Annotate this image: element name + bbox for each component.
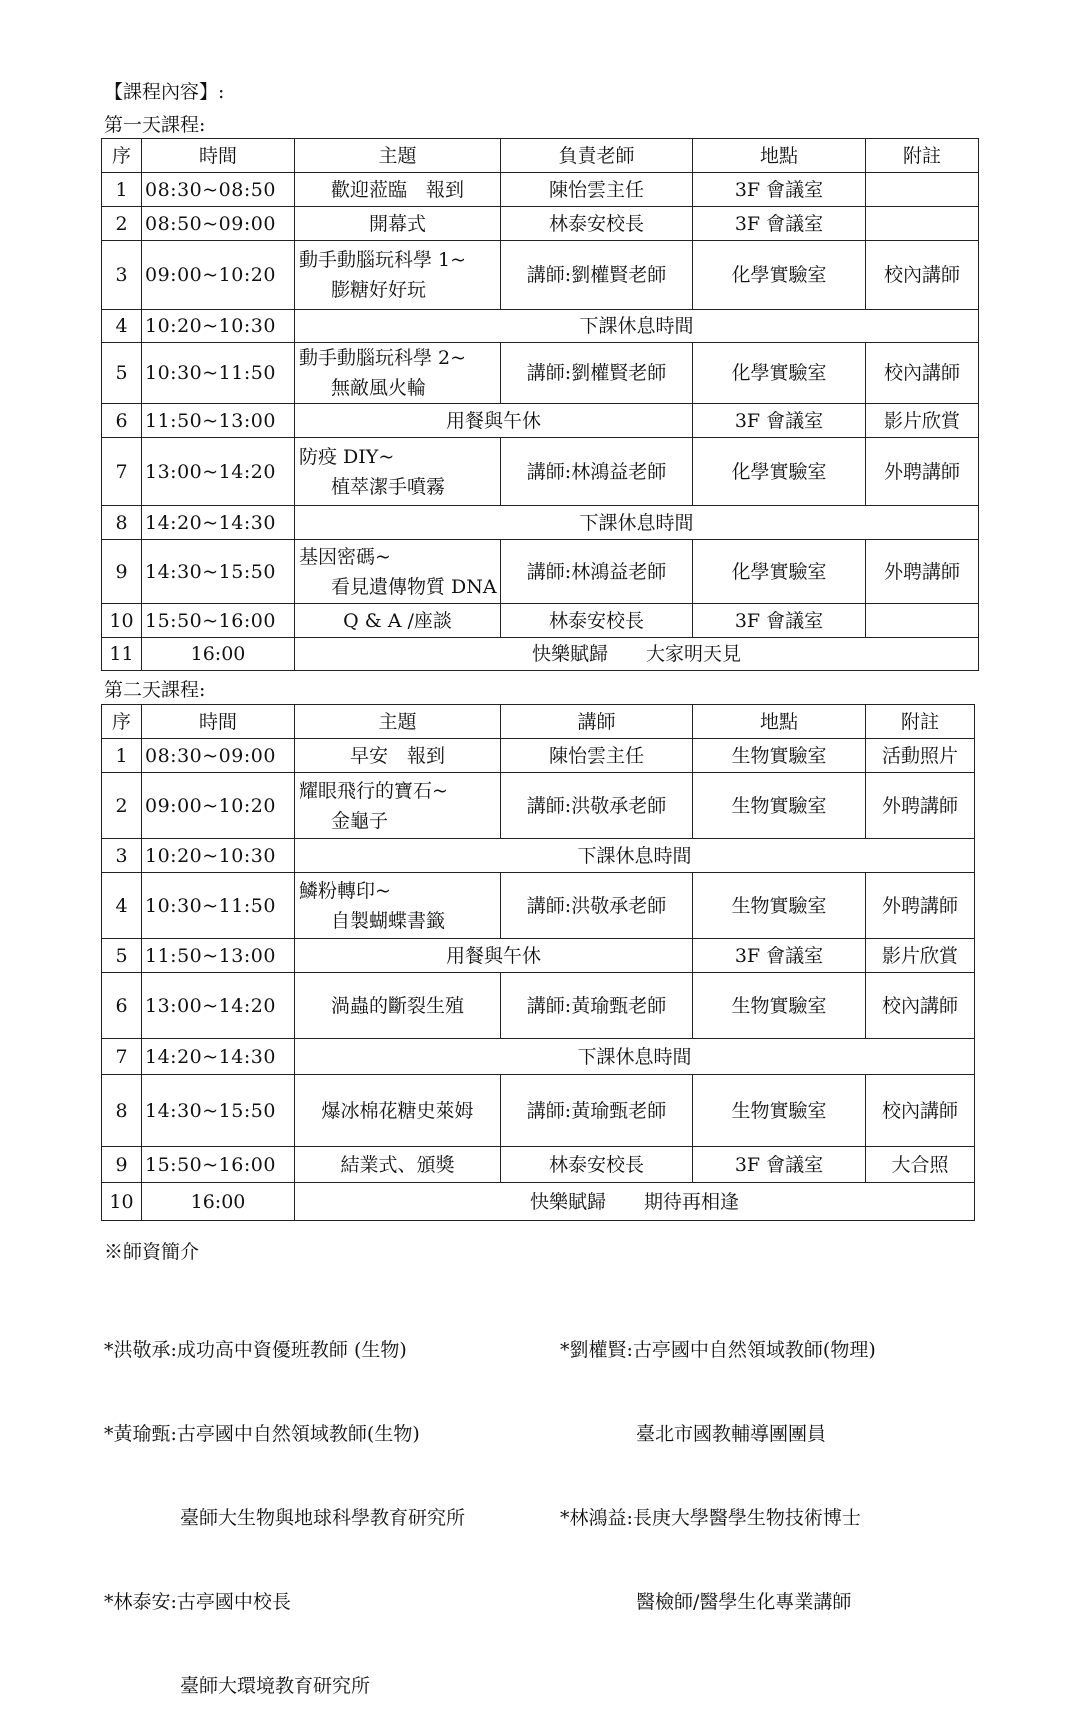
time-cell: 16:00 bbox=[142, 638, 295, 671]
table-row bbox=[102, 1183, 975, 1221]
row-number: 3 bbox=[102, 241, 142, 310]
topic-line-2: 自製蝴蝶書籤 bbox=[331, 909, 446, 932]
time-cell: 10:30~11:50 bbox=[142, 873, 295, 939]
topic-line-2: 植萃潔手噴霧 bbox=[331, 475, 446, 498]
time-cell: 16:00 bbox=[142, 1183, 295, 1221]
teacher-cell: 陳怡雲主任 bbox=[501, 739, 693, 773]
place-cell: 生物實驗室 bbox=[693, 973, 866, 1039]
row-number: 7 bbox=[102, 1039, 142, 1075]
topic-cell: Q & A /座談 bbox=[295, 604, 501, 638]
place-cell: 化學實驗室 bbox=[693, 241, 866, 310]
day2-schedule-table bbox=[101, 704, 975, 1221]
topic-line-1: 動手動腦玩科學 2~ bbox=[299, 347, 467, 369]
topic-line-2: 金龜子 bbox=[331, 809, 389, 832]
row-number: 11 bbox=[102, 638, 142, 671]
header-row bbox=[102, 139, 979, 173]
column-header: 附註 bbox=[866, 705, 975, 739]
topic-line-1: 動手動腦玩科學 1~ bbox=[299, 249, 467, 271]
row-number: 9 bbox=[102, 540, 142, 604]
column-header: 附註 bbox=[866, 139, 979, 173]
place-cell: 3F 會議室 bbox=[693, 207, 866, 241]
topic-cell: 早安 報到 bbox=[295, 739, 501, 773]
column-header: 地點 bbox=[693, 705, 866, 739]
note-cell: 校內講師 bbox=[866, 973, 975, 1039]
profile-line: *洪敬承:成功高中資優班教師 (生物) bbox=[104, 1339, 407, 1361]
place-cell: 3F 會議室 bbox=[693, 404, 866, 438]
note-cell: 影片欣賞 bbox=[866, 404, 979, 438]
table-row bbox=[102, 873, 975, 939]
day2-title: 第二天課程: bbox=[104, 679, 206, 701]
time-cell: 08:30~08:50 bbox=[142, 173, 295, 207]
time-cell: 14:20~14:30 bbox=[142, 506, 295, 540]
time-cell: 13:00~14:20 bbox=[142, 438, 295, 506]
note-cell: 校內講師 bbox=[866, 343, 979, 404]
note-cell: 大合照 bbox=[866, 1147, 975, 1183]
teacher-cell: 講師:洪敬承老師 bbox=[501, 873, 693, 939]
table-row bbox=[102, 404, 979, 438]
topic-line-2: 無敵風火輪 bbox=[331, 377, 427, 399]
table-row bbox=[102, 1147, 975, 1183]
topic-line-1: 防疫 DIY~ bbox=[299, 445, 395, 468]
row-number: 1 bbox=[102, 739, 142, 773]
table-row bbox=[102, 604, 979, 638]
section-heading: 【課程內容】: bbox=[104, 81, 225, 103]
table-row bbox=[102, 1075, 975, 1147]
teacher-cell: 林泰安校長 bbox=[501, 207, 693, 241]
time-cell: 15:50~16:00 bbox=[142, 1147, 295, 1183]
note-cell: 外聘講師 bbox=[866, 438, 979, 506]
column-header: 主題 bbox=[295, 705, 501, 739]
merged-cell: 用餐與午休 bbox=[295, 939, 693, 973]
place-cell: 3F 會議室 bbox=[693, 939, 866, 973]
teacher-cell: 講師:林鴻益老師 bbox=[501, 540, 693, 604]
merged-cell: 用餐與午休 bbox=[295, 404, 693, 438]
teacher-cell: 講師:洪敬承老師 bbox=[501, 773, 693, 839]
place-cell: 生物實驗室 bbox=[693, 773, 866, 839]
topic-cell bbox=[295, 438, 501, 506]
time-cell: 09:00~10:20 bbox=[142, 773, 295, 839]
table-row bbox=[102, 506, 979, 540]
place-cell: 生物實驗室 bbox=[693, 873, 866, 939]
row-number: 6 bbox=[102, 973, 142, 1039]
day1-schedule-table bbox=[101, 138, 979, 671]
time-cell: 15:50~16:00 bbox=[142, 604, 295, 638]
row-number: 2 bbox=[102, 207, 142, 241]
row-number: 4 bbox=[102, 873, 142, 939]
time-cell: 08:50~09:00 bbox=[142, 207, 295, 241]
table-row bbox=[102, 638, 979, 671]
time-cell: 13:00~14:20 bbox=[142, 973, 295, 1039]
column-header: 時間 bbox=[142, 139, 295, 173]
topic-line-1: 耀眼飛行的寶石~ bbox=[299, 779, 448, 802]
row-number: 6 bbox=[102, 404, 142, 438]
time-cell: 09:00~10:20 bbox=[142, 241, 295, 310]
topic-cell bbox=[295, 540, 501, 604]
profile-line: *林泰安:古亭國中校長 bbox=[104, 1591, 291, 1613]
time-cell: 10:20~10:30 bbox=[142, 310, 295, 343]
merged-cell: 下課休息時間 bbox=[295, 506, 979, 540]
column-header: 主題 bbox=[295, 139, 501, 173]
teacher-cell: 講師:林鴻益老師 bbox=[501, 438, 693, 506]
note-cell: 外聘講師 bbox=[866, 773, 975, 839]
table-row bbox=[102, 839, 975, 873]
column-header: 序 bbox=[102, 139, 142, 173]
table-row bbox=[102, 310, 979, 343]
note-cell: 外聘講師 bbox=[866, 540, 979, 604]
column-header: 序 bbox=[102, 705, 142, 739]
table-row bbox=[102, 438, 979, 506]
row-number: 7 bbox=[102, 438, 142, 506]
place-cell: 化學實驗室 bbox=[693, 438, 866, 506]
time-cell: 11:50~13:00 bbox=[142, 939, 295, 973]
topic-line-2: 膨糖好好玩 bbox=[331, 279, 427, 301]
merged-cell: 快樂賦歸 大家明天見 bbox=[295, 638, 979, 671]
topic-cell: 爆冰棉花糖史萊姆 bbox=[295, 1075, 501, 1147]
place-cell: 化學實驗室 bbox=[693, 343, 866, 404]
profiles-right bbox=[560, 1280, 876, 1644]
table-row bbox=[102, 739, 975, 773]
merged-cell: 下課休息時間 bbox=[295, 839, 975, 873]
topic-cell: 渦蟲的斷裂生殖 bbox=[295, 973, 501, 1039]
profile-line: 臺師大生物與地球科學教育研究所 bbox=[104, 1507, 466, 1529]
teacher-cell: 講師:劉權賢老師 bbox=[501, 343, 693, 404]
note-cell: 校內講師 bbox=[866, 1075, 975, 1147]
place-cell: 3F 會議室 bbox=[693, 604, 866, 638]
table-row bbox=[102, 343, 979, 404]
place-cell: 3F 會議室 bbox=[693, 173, 866, 207]
topic-cell bbox=[295, 773, 501, 839]
table-row bbox=[102, 207, 979, 241]
topic-line-1: 基因密碼~ bbox=[299, 545, 391, 568]
time-cell: 11:50~13:00 bbox=[142, 404, 295, 438]
column-header: 時間 bbox=[142, 705, 295, 739]
note-cell: 影片欣賞 bbox=[866, 939, 975, 973]
table-row bbox=[102, 540, 979, 604]
topic-cell: 結業式、頒獎 bbox=[295, 1147, 501, 1183]
profile-line: 臺師大環境教育研究所 bbox=[104, 1675, 371, 1697]
profiles-title: ※師資簡介 bbox=[104, 1241, 200, 1263]
topic-cell bbox=[295, 873, 501, 939]
row-number: 4 bbox=[102, 310, 142, 343]
table-row bbox=[102, 173, 979, 207]
teacher-cell: 陳怡雲主任 bbox=[501, 173, 693, 207]
time-cell: 14:30~15:50 bbox=[142, 1075, 295, 1147]
row-number: 8 bbox=[102, 1075, 142, 1147]
topic-line-2: 看見遺傳物質 DNA bbox=[331, 575, 497, 598]
note-cell bbox=[866, 604, 979, 638]
row-number: 9 bbox=[102, 1147, 142, 1183]
teacher-cell: 林泰安校長 bbox=[501, 604, 693, 638]
note-cell bbox=[866, 207, 979, 241]
topic-line-1: 鱗粉轉印~ bbox=[299, 879, 391, 902]
row-number: 1 bbox=[102, 173, 142, 207]
column-header: 負責老師 bbox=[501, 139, 693, 173]
day1-title: 第一天課程: bbox=[104, 114, 206, 136]
merged-cell: 下課休息時間 bbox=[295, 310, 979, 343]
time-cell: 08:30~09:00 bbox=[142, 739, 295, 773]
place-cell: 3F 會議室 bbox=[693, 1147, 866, 1183]
row-number: 8 bbox=[102, 506, 142, 540]
topic-cell bbox=[295, 241, 501, 310]
row-number: 10 bbox=[102, 604, 142, 638]
row-number: 5 bbox=[102, 343, 142, 404]
teacher-cell: 講師:劉權賢老師 bbox=[501, 241, 693, 310]
topic-cell: 開幕式 bbox=[295, 207, 501, 241]
note-cell: 活動照片 bbox=[866, 739, 975, 773]
row-number: 3 bbox=[102, 839, 142, 873]
teacher-cell: 講師:黃瑜甄老師 bbox=[501, 1075, 693, 1147]
merged-cell: 下課休息時間 bbox=[295, 1039, 975, 1075]
profile-line: 醫檢師/醫學生化專業講師 bbox=[560, 1591, 852, 1613]
merged-cell: 快樂賦歸 期待再相逢 bbox=[295, 1183, 975, 1221]
table-row bbox=[102, 1039, 975, 1075]
header-row bbox=[102, 705, 975, 739]
note-cell bbox=[866, 173, 979, 207]
row-number: 2 bbox=[102, 773, 142, 839]
profile-line: *林鴻益:長庚大學醫學生物技術博士 bbox=[560, 1507, 861, 1529]
column-header: 地點 bbox=[693, 139, 866, 173]
time-cell: 10:20~10:30 bbox=[142, 839, 295, 873]
profile-line: *劉權賢:古亭國中自然領域教師(物理) bbox=[560, 1339, 876, 1361]
place-cell: 生物實驗室 bbox=[693, 739, 866, 773]
place-cell: 生物實驗室 bbox=[693, 1075, 866, 1147]
note-cell: 校內講師 bbox=[866, 241, 979, 310]
table-row bbox=[102, 773, 975, 839]
time-cell: 10:30~11:50 bbox=[142, 343, 295, 404]
place-cell: 化學實驗室 bbox=[693, 540, 866, 604]
profiles-left bbox=[104, 1280, 465, 1728]
profile-line: *黃瑜甄:古亭國中自然領域教師(生物) bbox=[104, 1423, 420, 1445]
note-cell: 外聘講師 bbox=[866, 873, 975, 939]
teacher-cell: 林泰安校長 bbox=[501, 1147, 693, 1183]
column-header: 講師 bbox=[501, 705, 693, 739]
teacher-cell: 講師:黃瑜甄老師 bbox=[501, 973, 693, 1039]
row-number: 10 bbox=[102, 1183, 142, 1221]
topic-cell bbox=[295, 343, 501, 404]
table-row bbox=[102, 973, 975, 1039]
time-cell: 14:20~14:30 bbox=[142, 1039, 295, 1075]
profile-line: 臺北市國教輔導團團員 bbox=[560, 1423, 827, 1445]
topic-cell: 歡迎蒞臨 報到 bbox=[295, 173, 501, 207]
time-cell: 14:30~15:50 bbox=[142, 540, 295, 604]
table-row bbox=[102, 939, 975, 973]
row-number: 5 bbox=[102, 939, 142, 973]
table-row bbox=[102, 241, 979, 310]
